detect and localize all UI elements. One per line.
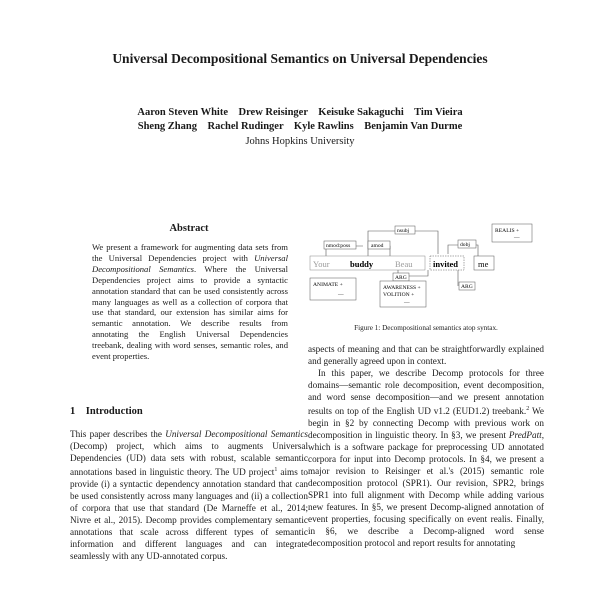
animate-label: ANIMATE +: [313, 282, 343, 288]
intro-text-c: aims to provide (i) a syntactic dependency annotation standard that can be used consistently across many languages and (ii) a collection of corpora that use that standard (De Marneffe et al., 2014; Nivre et al., 2015). Decomp provides complementary semantic annotations that scale across different types of semantic information and different languages and can integrate seamlessly with any UD-annotated corpus.: [70, 467, 309, 562]
paper-title: Universal Decompositional Semantics on Universal Dependencies: [112, 51, 488, 66]
predpatt-emphasis: PredPatt: [508, 430, 542, 441]
right-text-b: We begin in §2 by connecting Decomp with previous work on decomposition in linguistic theory. In §3, we present: [308, 406, 544, 441]
arg-label-right: ARG: [461, 284, 473, 290]
animate-dash: —: [338, 292, 344, 298]
right-paragraph-2: [308, 367, 544, 549]
token-buddy: buddy: [350, 259, 374, 269]
abstract-body: [92, 242, 288, 362]
awareness-label: AWARENESS +: [383, 285, 421, 291]
arg-label-left: ARG: [395, 275, 407, 281]
figure-1-diagram: [308, 218, 544, 318]
authors-line-1: Aaron Steven White Drew Reisinger Keisuke Sakaguchi Tim Vieira: [137, 107, 463, 118]
right-paragraph-1: aspects of meaning and that can be straightforwardly explained and generally agreed upon in context.: [308, 344, 544, 366]
awareness-dash: —: [404, 300, 410, 306]
footnote-mark-1: 1: [274, 467, 278, 473]
volition-label: VOLITION +: [383, 292, 415, 298]
intro-text-a: This paper describes the: [70, 429, 166, 439]
realis-label: REALIS +: [495, 228, 520, 234]
abstract-heading: Abstract: [169, 223, 209, 234]
realis-dash: —: [514, 235, 520, 241]
intro-text-b: (Decomp) project, which aims to augments Universal Dependencies (UD) data sets with robust, scalable semantic annotations based in linguistic theory. The UD project: [70, 441, 308, 478]
right-column-text: [308, 343, 544, 549]
arc-label-dobj: dobj: [460, 242, 470, 248]
abstract-text-a: We present a framework for augmenting data sets from the Universal Dependencies project with: [92, 242, 288, 263]
token-beau: Beau: [395, 259, 413, 269]
right-text-c: , which is a software package for preprocessing UD annotated corpora for input into Decomp protocols. In §4, we present a major revision to Reisinger et al.'s (2015) semantic role decomposition protocol (SPR1). Our revision, SPR2, brings SPR1 into full alignment with Decomp while adding various new features. In §5, we present Decomp-aligned annotation of event properties, focusing specifically on event realis. Finally, in §6, we describe a Decomp-aligned word sense decomposition protocol and report results for annotating: [308, 430, 544, 549]
author-list: [0, 106, 600, 134]
right-text-a: In this paper, we describe Decomp protocols for three domains—semantic role decomposition, event decomposition, and word sense decomposition—and we present annotation results on top of the English UD v1.2 (EUD1.2) treebank.: [308, 368, 544, 417]
figure-1-caption: Figure 1: Decompositional semantics atop syntax.: [354, 324, 498, 332]
arc-label-nmod-poss: nmod:poss: [326, 243, 351, 249]
intro-paragraph: [70, 428, 308, 562]
intro-heading: 1 Introduction: [70, 406, 143, 417]
token-your: Your: [313, 259, 330, 269]
abstract-text-b: . Where the Universal Dependencies project aims to provide a syntactic annotation standard that can be used consistently across many languages as well as a collection of corpora that use that standard, our extension has similar aims for semantic annotation. We describe results from annotating the English Universal Dependencies treebank, dealing with word senses, semantic roles, and event properties.: [92, 263, 288, 362]
abstract-emphasis: Universal Decompositional Semantics: [92, 252, 288, 274]
token-invited: invited: [433, 259, 459, 269]
token-me: me: [478, 259, 489, 269]
footnote-mark-2: 2: [526, 406, 530, 412]
arc-label-amod: amod: [371, 243, 384, 249]
arc-label-nsubj: nsubj: [397, 228, 410, 234]
affiliation: Johns Hopkins University: [245, 136, 355, 147]
intro-emphasis: Universal Decompositional Semantics: [165, 429, 308, 439]
authors-line-2: Sheng Zhang Rachel Rudinger Kyle Rawlins Benjamin Van Durme: [137, 121, 463, 132]
